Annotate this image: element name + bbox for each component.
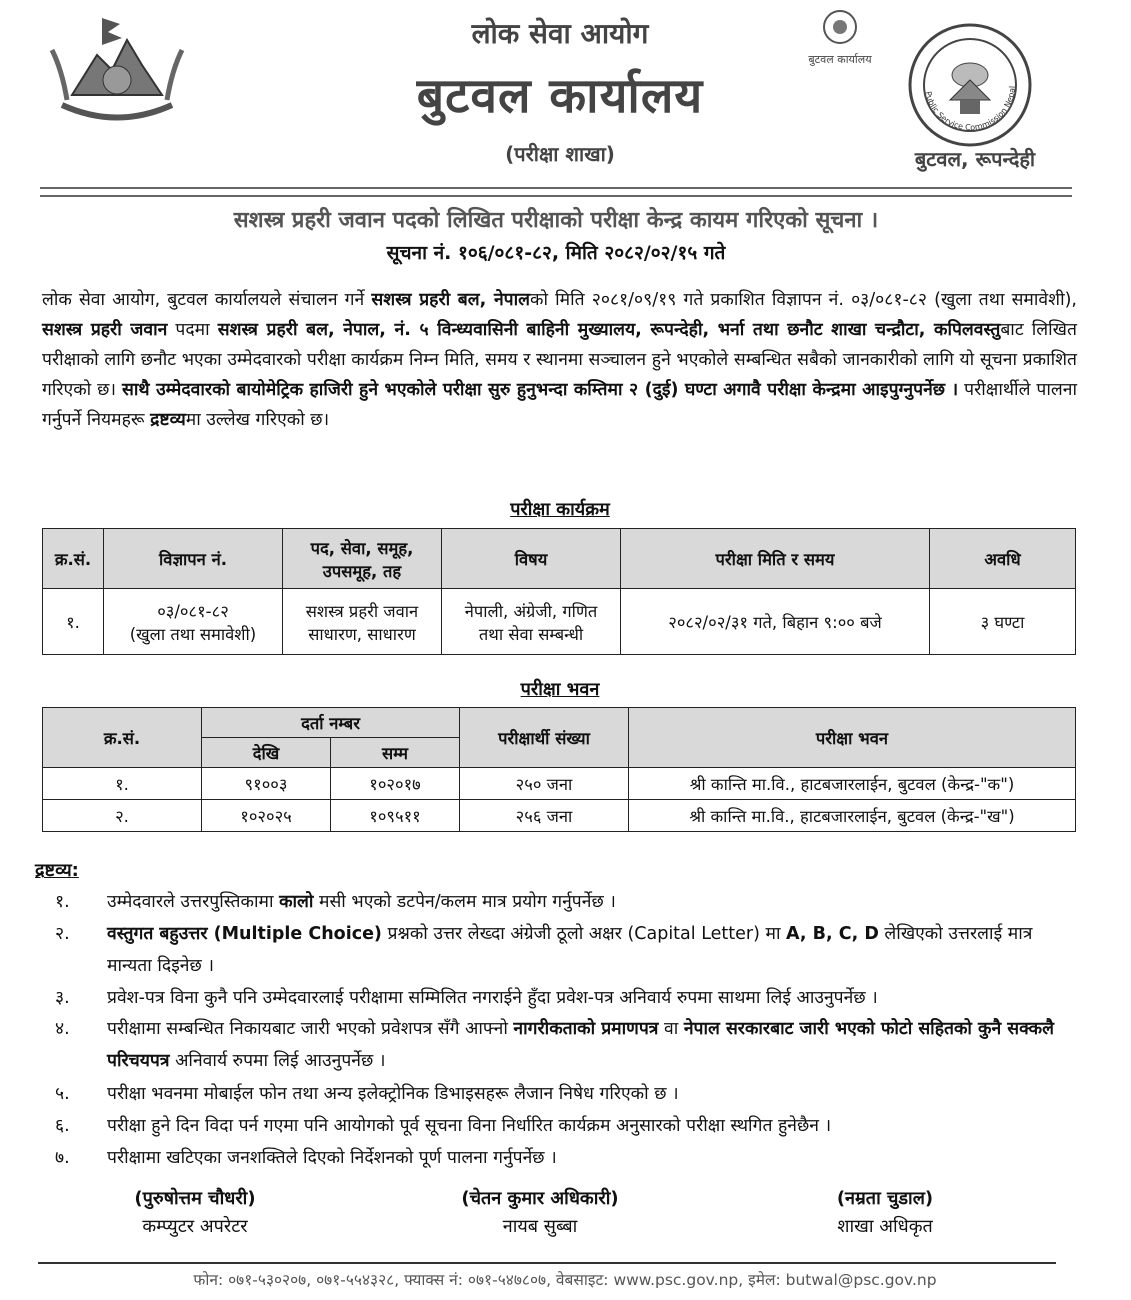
note-item: ४. परीक्षामा सम्बन्धित निकायबाट जारी भएको प्रवेशपत्र सँगै आफ्नो नागरीकताको प्रमाणपत्र वा नेपाल सरकारबाट जारी भएको फोटो सहितको कुनै सक्कलै परिचयपत्र अनिवार्य रुपमा लिई आउनुपर्नेछ । (55, 1019, 1054, 1071)
schedule-datetime: २०८२/०२/३१ गते, बिहान ९:०० बजे (621, 589, 930, 655)
psc-logo (905, 20, 1035, 150)
schedule-duration: ३ घण्टा (930, 589, 1076, 655)
footer-divider (38, 1262, 1056, 1264)
organization-name: लोक सेवा आयोग (471, 17, 649, 50)
note-item: ६. परीक्षा हुने दिन विदा पर्न गएमा पनि आयोगको पूर्व सूचना विना निर्धारित कार्यक्रम अनुसारको परीक्षा स्थगित हुनेछैन । (55, 1116, 832, 1136)
schedule-subject: नेपाली, अंग्रेजी, गणित तथा सेवा सम्बन्धी (442, 589, 621, 655)
schedule-post: सशस्त्र प्रहरी जवान साधारण, साधारण (283, 589, 442, 655)
venue-sn: २. (43, 800, 202, 832)
venue-header-from: देखि (202, 738, 331, 768)
venue-heading: परीक्षा भवन (520, 679, 600, 700)
venue-building: श्री कान्ति मा.वि., हाटबजारलाईन, बुटवल (केन्द्र-"ख") (629, 800, 1076, 832)
venue-count: २५० जना (460, 768, 629, 800)
venue-header-building: परीक्षा भवन (629, 708, 1076, 768)
notice-title: सशस्त्र प्रहरी जवान पदको लिखित परीक्षाको परीक्षा केन्द्र कायम गरिएको सूचना । (233, 208, 879, 233)
venue-count: २५६ जना (460, 800, 629, 832)
header-divider (40, 187, 1072, 197)
venue-header-count: परीक्षार्थी संख्या (460, 708, 629, 768)
venue-building: श्री कान्ति मा.वि., हाटबजारलाईन, बुटवल (केन्द्र-"क") (629, 768, 1076, 800)
signature-block: (चेतन कुमार अधिकारी) नायब सुब्बा (461, 1188, 619, 1237)
schedule-header-duration: अवधि (930, 529, 1076, 589)
logo-ring-text: Public Service Commission Nepal (923, 85, 1017, 133)
venue-sn: १. (43, 768, 202, 800)
venue-header-to: सम्म (331, 738, 460, 768)
table-row (43, 800, 1076, 832)
office-stamp (790, 5, 890, 85)
schedule-sn: १. (43, 589, 104, 655)
table-row (43, 589, 1076, 655)
nepal-government-emblem (42, 10, 192, 130)
stamp-text: बुटवल कार्यालय (808, 53, 872, 66)
schedule-header-post: पद, सेवा, समूह, उपसमूह, तह (283, 529, 442, 589)
venue-to: १०९५११ (331, 800, 460, 832)
office-location: बुटवल, रूपन्देही (914, 147, 1036, 171)
schedule-header-datetime: परीक्षा मिति र समय (621, 529, 930, 589)
note-item: २. वस्तुगत बहुउत्तर (Multiple Choice) प्रश्नको उत्तर लेख्दा अंग्रेजी ठूलो अक्षर (Capital Letter) मा A, B, C, D लेखिएको उत्तरलाई मात्र मान्यता दिइनेछ । (55, 924, 1033, 976)
footer-contact: फोन: ०७१-५३०२०७, ०७१-५५४३२८, फ्याक्स नं: ०७१-५४७८०७, वेबसाइट: www.psc.gov.np, इमेल: butwal@psc.gov.np (193, 1271, 937, 1289)
signature-block: (पुरुषोत्तम चौधरी) कम्प्युटर अपरेटर (134, 1188, 256, 1237)
venue-header-sn: क्र.सं. (43, 708, 202, 768)
venue-from: ९१००३ (202, 768, 331, 800)
schedule-heading: परीक्षा कार्यक्रम (510, 499, 610, 520)
note-item: ५. परीक्षा भवनमा मोबाईल फोन तथा अन्य इलेक्ट्रोनिक डिभाइसहरू लैजान निषेध गरिएको छ । (55, 1084, 679, 1104)
notes-heading: द्रष्टव्य: (35, 860, 79, 881)
venue-header-reg: दर्ता नम्बर (202, 708, 460, 738)
schedule-header-adv: विज्ञापन नं. (104, 529, 283, 589)
notice-number: सूचना नं. १०६/०८१-८२, मिति २०८२/०२/१५ गते (386, 242, 726, 264)
section-name: (परीक्षा शाखा) (505, 142, 615, 166)
signature-block: (नम्रता चुडाल) शाखा अधिकृत (836, 1188, 934, 1237)
note-item: १. उम्मेदवारले उत्तरपुस्तिकामा कालो मसी भएको डटपेन/कलम मात्र प्रयोग गर्नुपर्नेछ । (55, 892, 616, 912)
table-row (43, 768, 1076, 800)
schedule-adv: ०३/०८१-८२ (खुला तथा समावेशी) (104, 589, 283, 655)
intro-paragraph: लोक सेवा आयोग, बुटवल कार्यालयले संचालन गर्ने सशस्त्र प्रहरी बल, नेपालको मिति २०८१/०९/१९ गते प्रकाशित विज्ञापन नं. ०३/०८१-८२ (खुला तथा समावेशी), सशस्त्र प्रहरी जवान पदमा सशस्त्र प्रहरी बल, नेपाल, नं. ५ विन्ध्यवासिनी बाहिनी मुख्यालय, रूपन्देही, भर्ना तथा छनौट शाखा चन्द्रौटा, कपिलवस्तुबाट लिखित परीक्षाको लागि छनौट भएका उम्मेदवारको परीक्षा कार्यक्रम निम्न मिति, समय र स्थानमा सञ्चालन हुने भएकोले सम्बन्धित सबैको जानकारीको लागि यो सूचना प्रकाशित गरिएको छ। साथै उम्मेदवारको बायोमेट्रिक हाजिरी हुने भएकोले परीक्षा सुरु हुनुभन्दा कम्तिमा २ (दुई) घण्टा अगावै परीक्षा केन्द्रमा आइपुग्नुपर्नेछ । परीक्षार्थीले पालना गर्नुपर्ने नियमहरू द्रष्टव्यमा उल्लेख गरिएको छ। (42, 290, 1078, 430)
schedule-header-sn: क्र.सं. (43, 529, 104, 589)
venue-from: १०२०२५ (202, 800, 331, 832)
office-name: बुटवल कार्यालय (416, 68, 704, 124)
venue-table (42, 707, 1076, 832)
schedule-table (42, 528, 1076, 655)
venue-to: १०२०१७ (331, 768, 460, 800)
schedule-header-subject: विषय (442, 529, 621, 589)
note-item: ३. प्रवेश-पत्र विना कुनै पनि उम्मेदवारलाई परीक्षामा सम्मिलित नगराईने हुँदा प्रवेश-पत्र अनिवार्य रुपमा साथमा लिई आउनुपर्नेछ । (55, 988, 878, 1008)
note-item: ७. परीक्षामा खटिएका जनशक्तिले दिएको निर्देशनको पूर्ण पालना गर्नुपर्नेछ । (55, 1148, 557, 1168)
